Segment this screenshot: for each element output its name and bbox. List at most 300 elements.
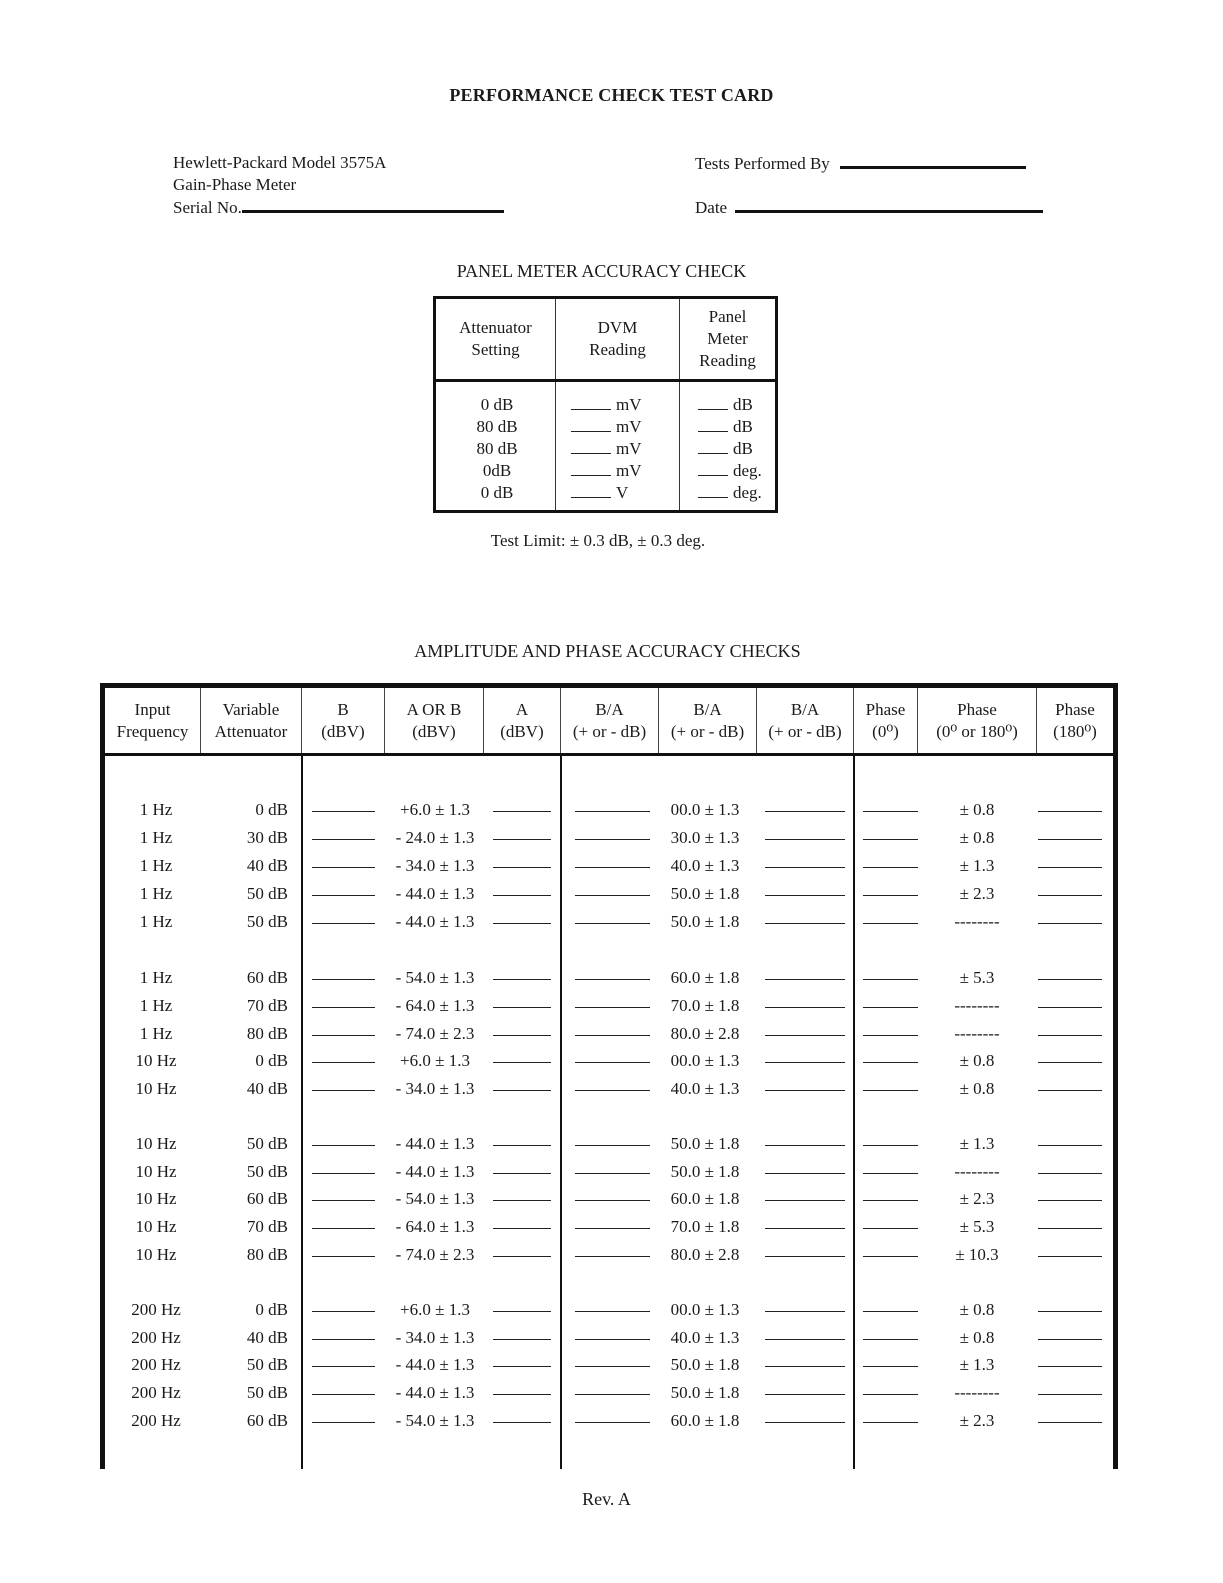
a-or-b-limit: - 74.0 ± 2.3 <box>395 1245 475 1264</box>
table-row <box>100 1159 1118 1185</box>
b-dbv-field[interactable] <box>312 923 375 924</box>
a-dbv-field[interactable] <box>493 1339 551 1340</box>
b-over-a-field-1[interactable] <box>575 811 650 812</box>
input-frequency: 1 Hz <box>139 856 173 875</box>
a-dbv-field[interactable] <box>493 1145 551 1146</box>
b-dbv-field[interactable] <box>312 1173 375 1174</box>
input-frequency: 10 Hz <box>135 1079 177 1098</box>
phase-0-field[interactable] <box>863 1228 918 1229</box>
variable-attenuator: 50 dB <box>246 912 288 931</box>
dvm-readings-column <box>571 394 676 504</box>
phase-180-field[interactable] <box>1038 1366 1102 1367</box>
b-over-a-field-1[interactable] <box>575 923 650 924</box>
a-or-b-limit: - 54.0 ± 1.3 <box>395 1411 475 1430</box>
a-or-b-limit: - 54.0 ± 1.3 <box>395 1189 475 1208</box>
instrument-name: Gain-Phase Meter <box>173 175 297 194</box>
b-over-a-field-3[interactable] <box>765 895 845 896</box>
b-over-a-limit: 60.0 ± 1.8 <box>670 968 740 987</box>
phase-limit: ± 2.3 <box>959 1411 995 1430</box>
phase-0-field[interactable] <box>863 1256 918 1257</box>
b-over-a-limit: 50.0 ± 1.8 <box>670 1355 740 1374</box>
b-dbv-field[interactable] <box>312 839 375 840</box>
b-over-a-field-3[interactable] <box>765 1035 845 1036</box>
phase-limit: ± 1.3 <box>959 1134 995 1153</box>
panel-meter-table <box>433 296 778 513</box>
a-or-b-limit: - 44.0 ± 1.3 <box>395 912 475 931</box>
phase-0-field[interactable] <box>863 1173 918 1174</box>
page-title: PERFORMANCE CHECK TEST CARD <box>449 85 774 105</box>
a-or-b-limit: +6.0 ± 1.3 <box>400 1300 470 1319</box>
b-dbv-field[interactable] <box>312 1035 375 1036</box>
b-over-a-field-1[interactable] <box>575 1090 650 1091</box>
b-over-a-field-1[interactable] <box>575 1311 650 1312</box>
panel-reading-row <box>698 482 778 504</box>
b-over-a-field-3[interactable] <box>765 1339 845 1340</box>
b-dbv-field[interactable] <box>312 1339 375 1340</box>
input-frequency: 200 Hz <box>131 1383 181 1402</box>
table-row <box>100 1408 1118 1434</box>
tests-performed-label: Tests Performed By <box>695 154 830 173</box>
b-over-a-field-3[interactable] <box>765 1062 845 1063</box>
header-a-or-b-dbv: A OR B (dBV) <box>406 699 462 741</box>
phase-limit: -------- <box>954 912 1000 931</box>
a-or-b-limit: - 54.0 ± 1.3 <box>395 968 475 987</box>
variable-attenuator: 40 dB <box>246 856 288 875</box>
variable-attenuator: 50 dB <box>246 1134 288 1153</box>
table-row <box>100 1214 1118 1240</box>
variable-attenuator: 30 dB <box>246 828 288 847</box>
phase-limit: ± 0.8 <box>959 800 995 819</box>
variable-attenuator: 50 dB <box>246 1355 288 1374</box>
input-frequency: 10 Hz <box>135 1217 177 1236</box>
input-frequency: 10 Hz <box>135 1189 177 1208</box>
b-over-a-field-1[interactable] <box>575 1035 650 1036</box>
input-frequency: 1 Hz <box>139 1024 173 1043</box>
input-frequency: 10 Hz <box>135 1162 177 1181</box>
attenuator-setting: 80 dB <box>476 417 518 436</box>
b-over-a-limit: 40.0 ± 1.3 <box>670 856 740 875</box>
input-frequency: 10 Hz <box>135 1051 177 1070</box>
b-over-a-limit: 70.0 ± 1.8 <box>670 996 740 1015</box>
b-over-a-field-3[interactable] <box>765 1145 845 1146</box>
b-over-a-field-3[interactable] <box>765 1200 845 1201</box>
dvm-reading-field[interactable] <box>571 463 611 476</box>
header-phase-0: Phase (0⁰) <box>865 699 906 741</box>
phase-0-field[interactable] <box>863 1090 918 1091</box>
header-divider <box>100 753 1118 756</box>
phase-0-field[interactable] <box>863 979 918 980</box>
a-or-b-limit: - 64.0 ± 1.3 <box>395 1217 475 1236</box>
dvm-unit: V <box>616 483 629 502</box>
phase-180-field[interactable] <box>1038 839 1102 840</box>
header-b-over-a-3: B/A (+ or - dB) <box>768 699 842 741</box>
a-dbv-field[interactable] <box>493 1311 551 1312</box>
phase-limit: ± 0.8 <box>959 1051 995 1070</box>
b-dbv-field[interactable] <box>312 1394 375 1395</box>
a-dbv-field[interactable] <box>493 1062 551 1063</box>
panel-reading-row <box>698 460 778 482</box>
table-row <box>100 1380 1118 1406</box>
a-or-b-limit: - 34.0 ± 1.3 <box>395 856 475 875</box>
dvm-unit: mV <box>616 461 642 480</box>
b-over-a-field-3[interactable] <box>765 1394 845 1395</box>
attenuator-setting: 80 dB <box>476 439 518 458</box>
phase-180-field[interactable] <box>1038 1173 1102 1174</box>
attenuator-setting: 0 dB <box>480 395 514 414</box>
b-over-a-limit: 40.0 ± 1.3 <box>670 1079 740 1098</box>
b-dbv-field[interactable] <box>312 1200 375 1201</box>
a-or-b-limit: - 64.0 ± 1.3 <box>395 996 475 1015</box>
a-or-b-limit: - 34.0 ± 1.3 <box>395 1079 475 1098</box>
header-divider <box>436 379 775 382</box>
variable-attenuator: 0 dB <box>255 800 288 819</box>
header-variable-attenuator: Variable Attenuator <box>214 699 288 741</box>
panel-reading-field[interactable] <box>698 419 728 432</box>
b-over-a-field-1[interactable] <box>575 1256 650 1257</box>
dvm-unit: mV <box>616 439 642 458</box>
phase-180-field[interactable] <box>1038 1311 1102 1312</box>
table-row <box>100 1186 1118 1212</box>
date-label: Date <box>695 198 728 217</box>
phase-0-field[interactable] <box>863 811 918 812</box>
phase-0-field[interactable] <box>863 1035 918 1036</box>
a-dbv-field[interactable] <box>493 1200 551 1201</box>
phase-0-field[interactable] <box>863 1339 918 1340</box>
b-over-a-limit: 00.0 ± 1.3 <box>670 800 740 819</box>
phase-180-field[interactable] <box>1038 1256 1102 1257</box>
table-row <box>100 1076 1118 1102</box>
b-over-a-field-3[interactable] <box>765 923 845 924</box>
b-dbv-field[interactable] <box>312 867 375 868</box>
b-over-a-field-3[interactable] <box>765 1228 845 1229</box>
input-frequency: 1 Hz <box>139 884 173 903</box>
variable-attenuator: 60 dB <box>246 968 288 987</box>
b-over-a-limit: 80.0 ± 2.8 <box>670 1245 740 1264</box>
phase-0-field[interactable] <box>863 1062 918 1063</box>
phase-limit: -------- <box>954 1024 1000 1043</box>
a-dbv-field[interactable] <box>493 839 551 840</box>
input-frequency: 200 Hz <box>131 1328 181 1347</box>
input-frequency: 200 Hz <box>131 1300 181 1319</box>
panel-meter-title: PANEL METER ACCURACY CHECK <box>456 261 747 281</box>
panel-reading-row <box>698 438 778 460</box>
input-frequency: 10 Hz <box>135 1134 177 1153</box>
dvm-reading-field[interactable] <box>571 485 611 498</box>
table-row <box>100 1297 1118 1323</box>
b-over-a-limit: 50.0 ± 1.8 <box>670 912 740 931</box>
b-over-a-field-3[interactable] <box>765 867 845 868</box>
panel-reading-field[interactable] <box>698 463 728 476</box>
b-over-a-limit: 30.0 ± 1.3 <box>670 828 740 847</box>
a-or-b-limit: +6.0 ± 1.3 <box>400 800 470 819</box>
b-over-a-limit: 50.0 ± 1.8 <box>670 1162 740 1181</box>
input-frequency: 1 Hz <box>139 800 173 819</box>
b-over-a-field-1[interactable] <box>575 1339 650 1340</box>
phase-180-field[interactable] <box>1038 867 1102 868</box>
phase-180-field[interactable] <box>1038 1394 1102 1395</box>
panel-readings-column <box>698 394 778 504</box>
a-dbv-field[interactable] <box>493 1173 551 1174</box>
b-over-a-field-1[interactable] <box>575 1228 650 1229</box>
revision-label: Rev. A <box>582 1489 631 1509</box>
attenuator-setting: 0dB <box>482 461 512 480</box>
model-text: Hewlett-Packard Model 3575A <box>173 153 387 172</box>
serial-label: Serial No. <box>173 198 242 217</box>
phase-180-field[interactable] <box>1038 1035 1102 1036</box>
phase-0-field[interactable] <box>863 1366 918 1367</box>
variable-attenuator: 70 dB <box>246 1217 288 1236</box>
phase-180-field[interactable] <box>1038 979 1102 980</box>
phase-limit: ± 0.8 <box>959 1328 995 1347</box>
a-dbv-field[interactable] <box>493 1090 551 1091</box>
phase-0-field[interactable] <box>863 1200 918 1201</box>
phase-limit: ± 0.8 <box>959 1079 995 1098</box>
a-or-b-limit: - 44.0 ± 1.3 <box>395 1162 475 1181</box>
panel-reading-field[interactable] <box>698 441 728 454</box>
date-row <box>695 196 1043 219</box>
dvm-reading-field[interactable] <box>571 441 611 454</box>
a-dbv-field[interactable] <box>493 923 551 924</box>
dvm-reading-row <box>571 460 676 482</box>
b-over-a-field-1[interactable] <box>575 1394 650 1395</box>
b-over-a-limit: 00.0 ± 1.3 <box>670 1300 740 1319</box>
variable-attenuator: 80 dB <box>246 1024 288 1043</box>
b-dbv-field[interactable] <box>312 1366 375 1367</box>
b-over-a-limit: 40.0 ± 1.3 <box>670 1328 740 1347</box>
a-or-b-limit: - 44.0 ± 1.3 <box>395 1134 475 1153</box>
b-dbv-field[interactable] <box>312 1145 375 1146</box>
phase-0-field[interactable] <box>863 1422 918 1423</box>
phase-limit: ± 10.3 <box>955 1245 999 1264</box>
input-frequency: 1 Hz <box>139 828 173 847</box>
a-or-b-limit: - 74.0 ± 2.3 <box>395 1024 475 1043</box>
phase-180-field[interactable] <box>1038 1339 1102 1340</box>
phase-180-field[interactable] <box>1038 811 1102 812</box>
b-dbv-field[interactable] <box>312 1228 375 1229</box>
b-dbv-field[interactable] <box>312 1256 375 1257</box>
phase-180-field[interactable] <box>1038 1007 1102 1008</box>
b-over-a-limit: 50.0 ± 1.8 <box>670 1383 740 1402</box>
header-input-frequency: Input Frequency <box>116 699 189 741</box>
phase-limit: ± 0.8 <box>959 828 995 847</box>
phase-180-field[interactable] <box>1038 1228 1102 1229</box>
b-over-a-field-1[interactable] <box>575 1422 650 1423</box>
variable-attenuator: 0 dB <box>255 1051 288 1070</box>
variable-attenuator: 0 dB <box>255 1300 288 1319</box>
tests-performed-field[interactable] <box>840 152 1026 169</box>
b-over-a-field-1[interactable] <box>575 867 650 868</box>
phase-0-field[interactable] <box>863 1145 918 1146</box>
phase-180-field[interactable] <box>1038 1422 1102 1423</box>
b-over-a-field-3[interactable] <box>765 1422 845 1423</box>
table-row <box>100 881 1118 907</box>
b-dbv-field[interactable] <box>312 979 375 980</box>
b-over-a-field-3[interactable] <box>765 1311 845 1312</box>
b-over-a-field-3[interactable] <box>765 839 845 840</box>
phase-180-field[interactable] <box>1038 1200 1102 1201</box>
b-over-a-field-3[interactable] <box>765 1090 845 1091</box>
b-over-a-field-1[interactable] <box>575 1007 650 1008</box>
dvm-unit: mV <box>616 395 642 414</box>
attenuator-settings-column <box>436 394 558 504</box>
b-over-a-field-1[interactable] <box>575 1173 650 1174</box>
b-over-a-field-3[interactable] <box>765 811 845 812</box>
b-dbv-field[interactable] <box>312 1007 375 1008</box>
a-dbv-field[interactable] <box>493 1228 551 1229</box>
a-or-b-limit: - 24.0 ± 1.3 <box>395 828 475 847</box>
b-over-a-field-3[interactable] <box>765 1007 845 1008</box>
phase-limit: -------- <box>954 1162 1000 1181</box>
input-frequency: 200 Hz <box>131 1355 181 1374</box>
a-dbv-field[interactable] <box>493 979 551 980</box>
phase-limit: ± 1.3 <box>959 1355 995 1374</box>
a-or-b-limit: - 34.0 ± 1.3 <box>395 1328 475 1347</box>
b-over-a-field-3[interactable] <box>765 1173 845 1174</box>
panel-unit: dB <box>733 417 753 436</box>
a-dbv-field[interactable] <box>493 895 551 896</box>
panel-unit: deg. <box>733 461 762 480</box>
header-panel-meter-reading: Panel Meter Reading <box>699 307 756 370</box>
b-over-a-field-1[interactable] <box>575 979 650 980</box>
a-or-b-limit: - 44.0 ± 1.3 <box>395 884 475 903</box>
panel-reading-row <box>698 416 778 438</box>
header-b-dbv: B (dBV) <box>321 699 365 741</box>
a-dbv-field[interactable] <box>493 1256 551 1257</box>
serial-number-field[interactable] <box>242 196 504 213</box>
table-row <box>100 1242 1118 1268</box>
header-attenuator-setting: Attenuator Setting <box>459 318 532 359</box>
variable-attenuator: 60 dB <box>246 1189 288 1208</box>
b-over-a-field-1[interactable] <box>575 895 650 896</box>
tests-performed-row <box>695 152 1026 175</box>
header-a-dbv: A (dBV) <box>500 699 544 741</box>
phase-limit: ± 2.3 <box>959 1189 995 1208</box>
b-over-a-field-3[interactable] <box>765 1256 845 1257</box>
a-dbv-field[interactable] <box>493 1366 551 1367</box>
a-or-b-limit: - 44.0 ± 1.3 <box>395 1383 475 1402</box>
phase-0-field[interactable] <box>863 1394 918 1395</box>
b-over-a-field-1[interactable] <box>575 1145 650 1146</box>
panel-unit: dB <box>733 395 753 414</box>
panel-unit: deg. <box>733 483 762 502</box>
a-dbv-field[interactable] <box>493 1035 551 1036</box>
table-row <box>100 1131 1118 1157</box>
phase-180-field[interactable] <box>1038 923 1102 924</box>
table-row <box>100 825 1118 851</box>
input-frequency: 1 Hz <box>139 968 173 987</box>
b-over-a-field-1[interactable] <box>575 839 650 840</box>
header-b-over-a-2: B/A (+ or - dB) <box>670 699 745 741</box>
b-dbv-field[interactable] <box>312 1422 375 1423</box>
table-row <box>100 1021 1118 1047</box>
variable-attenuator: 80 dB <box>246 1245 288 1264</box>
phase-180-field[interactable] <box>1038 1145 1102 1146</box>
phase-180-field[interactable] <box>1038 895 1102 896</box>
a-dbv-field[interactable] <box>493 867 551 868</box>
dvm-reading-row <box>571 416 676 438</box>
b-over-a-field-1[interactable] <box>575 1062 650 1063</box>
phase-limit: ± 2.3 <box>959 884 995 903</box>
b-over-a-field-1[interactable] <box>575 1366 650 1367</box>
a-dbv-field[interactable] <box>493 1007 551 1008</box>
header-phase-180: Phase (180⁰) <box>1053 699 1097 741</box>
b-over-a-field-3[interactable] <box>765 1366 845 1367</box>
attenuator-setting: 0 dB <box>480 483 514 502</box>
phase-180-field[interactable] <box>1038 1062 1102 1063</box>
b-over-a-limit: 50.0 ± 1.8 <box>670 884 740 903</box>
b-dbv-field[interactable] <box>312 1311 375 1312</box>
phase-0-field[interactable] <box>863 867 918 868</box>
b-over-a-limit: 80.0 ± 2.8 <box>670 1024 740 1043</box>
variable-attenuator: 60 dB <box>246 1411 288 1430</box>
phase-0-field[interactable] <box>863 1311 918 1312</box>
b-dbv-field[interactable] <box>312 1062 375 1063</box>
b-over-a-field-1[interactable] <box>575 1200 650 1201</box>
phase-limit: ± 1.3 <box>959 856 995 875</box>
dvm-unit: mV <box>616 417 642 436</box>
panel-reading-field[interactable] <box>698 397 728 410</box>
b-dbv-field[interactable] <box>312 1090 375 1091</box>
b-over-a-field-3[interactable] <box>765 979 845 980</box>
phase-limit: ± 5.3 <box>959 1217 995 1236</box>
phase-0-field[interactable] <box>863 895 918 896</box>
b-dbv-field[interactable] <box>312 895 375 896</box>
serial-row <box>173 196 504 219</box>
phase-0-field[interactable] <box>863 839 918 840</box>
a-dbv-field[interactable] <box>493 1422 551 1423</box>
table-row <box>100 1325 1118 1351</box>
table-row <box>100 909 1118 935</box>
phase-limit: -------- <box>954 1383 1000 1402</box>
table-row <box>100 993 1118 1019</box>
variable-attenuator: 50 dB <box>246 884 288 903</box>
dvm-reading-field[interactable] <box>571 419 611 432</box>
input-frequency: 1 Hz <box>139 996 173 1015</box>
table-row <box>100 1048 1118 1074</box>
phase-0-field[interactable] <box>863 923 918 924</box>
b-over-a-limit: 60.0 ± 1.8 <box>670 1411 740 1430</box>
test-limit: Test Limit: ± 0.3 dB, ± 0.3 deg. <box>490 531 706 550</box>
input-frequency: 10 Hz <box>135 1245 177 1264</box>
dvm-reading-field[interactable] <box>571 397 611 410</box>
panel-unit: dB <box>733 439 753 458</box>
dvm-reading-row <box>571 482 676 504</box>
header-dvm-reading: DVM Reading <box>589 318 646 359</box>
date-field[interactable] <box>735 196 1043 213</box>
b-over-a-limit: 60.0 ± 1.8 <box>670 1189 740 1208</box>
panel-reading-row <box>698 394 778 416</box>
variable-attenuator: 50 dB <box>246 1383 288 1402</box>
panel-reading-field[interactable] <box>698 485 728 498</box>
header-b-over-a-1: B/A (+ or - dB) <box>572 699 647 741</box>
phase-limit: ± 0.8 <box>959 1300 995 1319</box>
a-dbv-field[interactable] <box>493 1394 551 1395</box>
amplitude-phase-title: AMPLITUDE AND PHASE ACCURACY CHECKS <box>414 641 801 661</box>
phase-0-field[interactable] <box>863 1007 918 1008</box>
phase-180-field[interactable] <box>1038 1090 1102 1091</box>
a-or-b-limit: +6.0 ± 1.3 <box>400 1051 470 1070</box>
a-dbv-field[interactable] <box>493 811 551 812</box>
input-frequency: 200 Hz <box>131 1411 181 1430</box>
variable-attenuator: 50 dB <box>246 1162 288 1181</box>
b-over-a-limit: 50.0 ± 1.8 <box>670 1134 740 1153</box>
header-phase-0-or-180: Phase (0⁰ or 180⁰) <box>936 699 1018 741</box>
b-over-a-limit: 00.0 ± 1.3 <box>670 1051 740 1070</box>
dvm-reading-row <box>571 394 676 416</box>
b-dbv-field[interactable] <box>312 811 375 812</box>
variable-attenuator: 70 dB <box>246 996 288 1015</box>
b-over-a-limit: 70.0 ± 1.8 <box>670 1217 740 1236</box>
